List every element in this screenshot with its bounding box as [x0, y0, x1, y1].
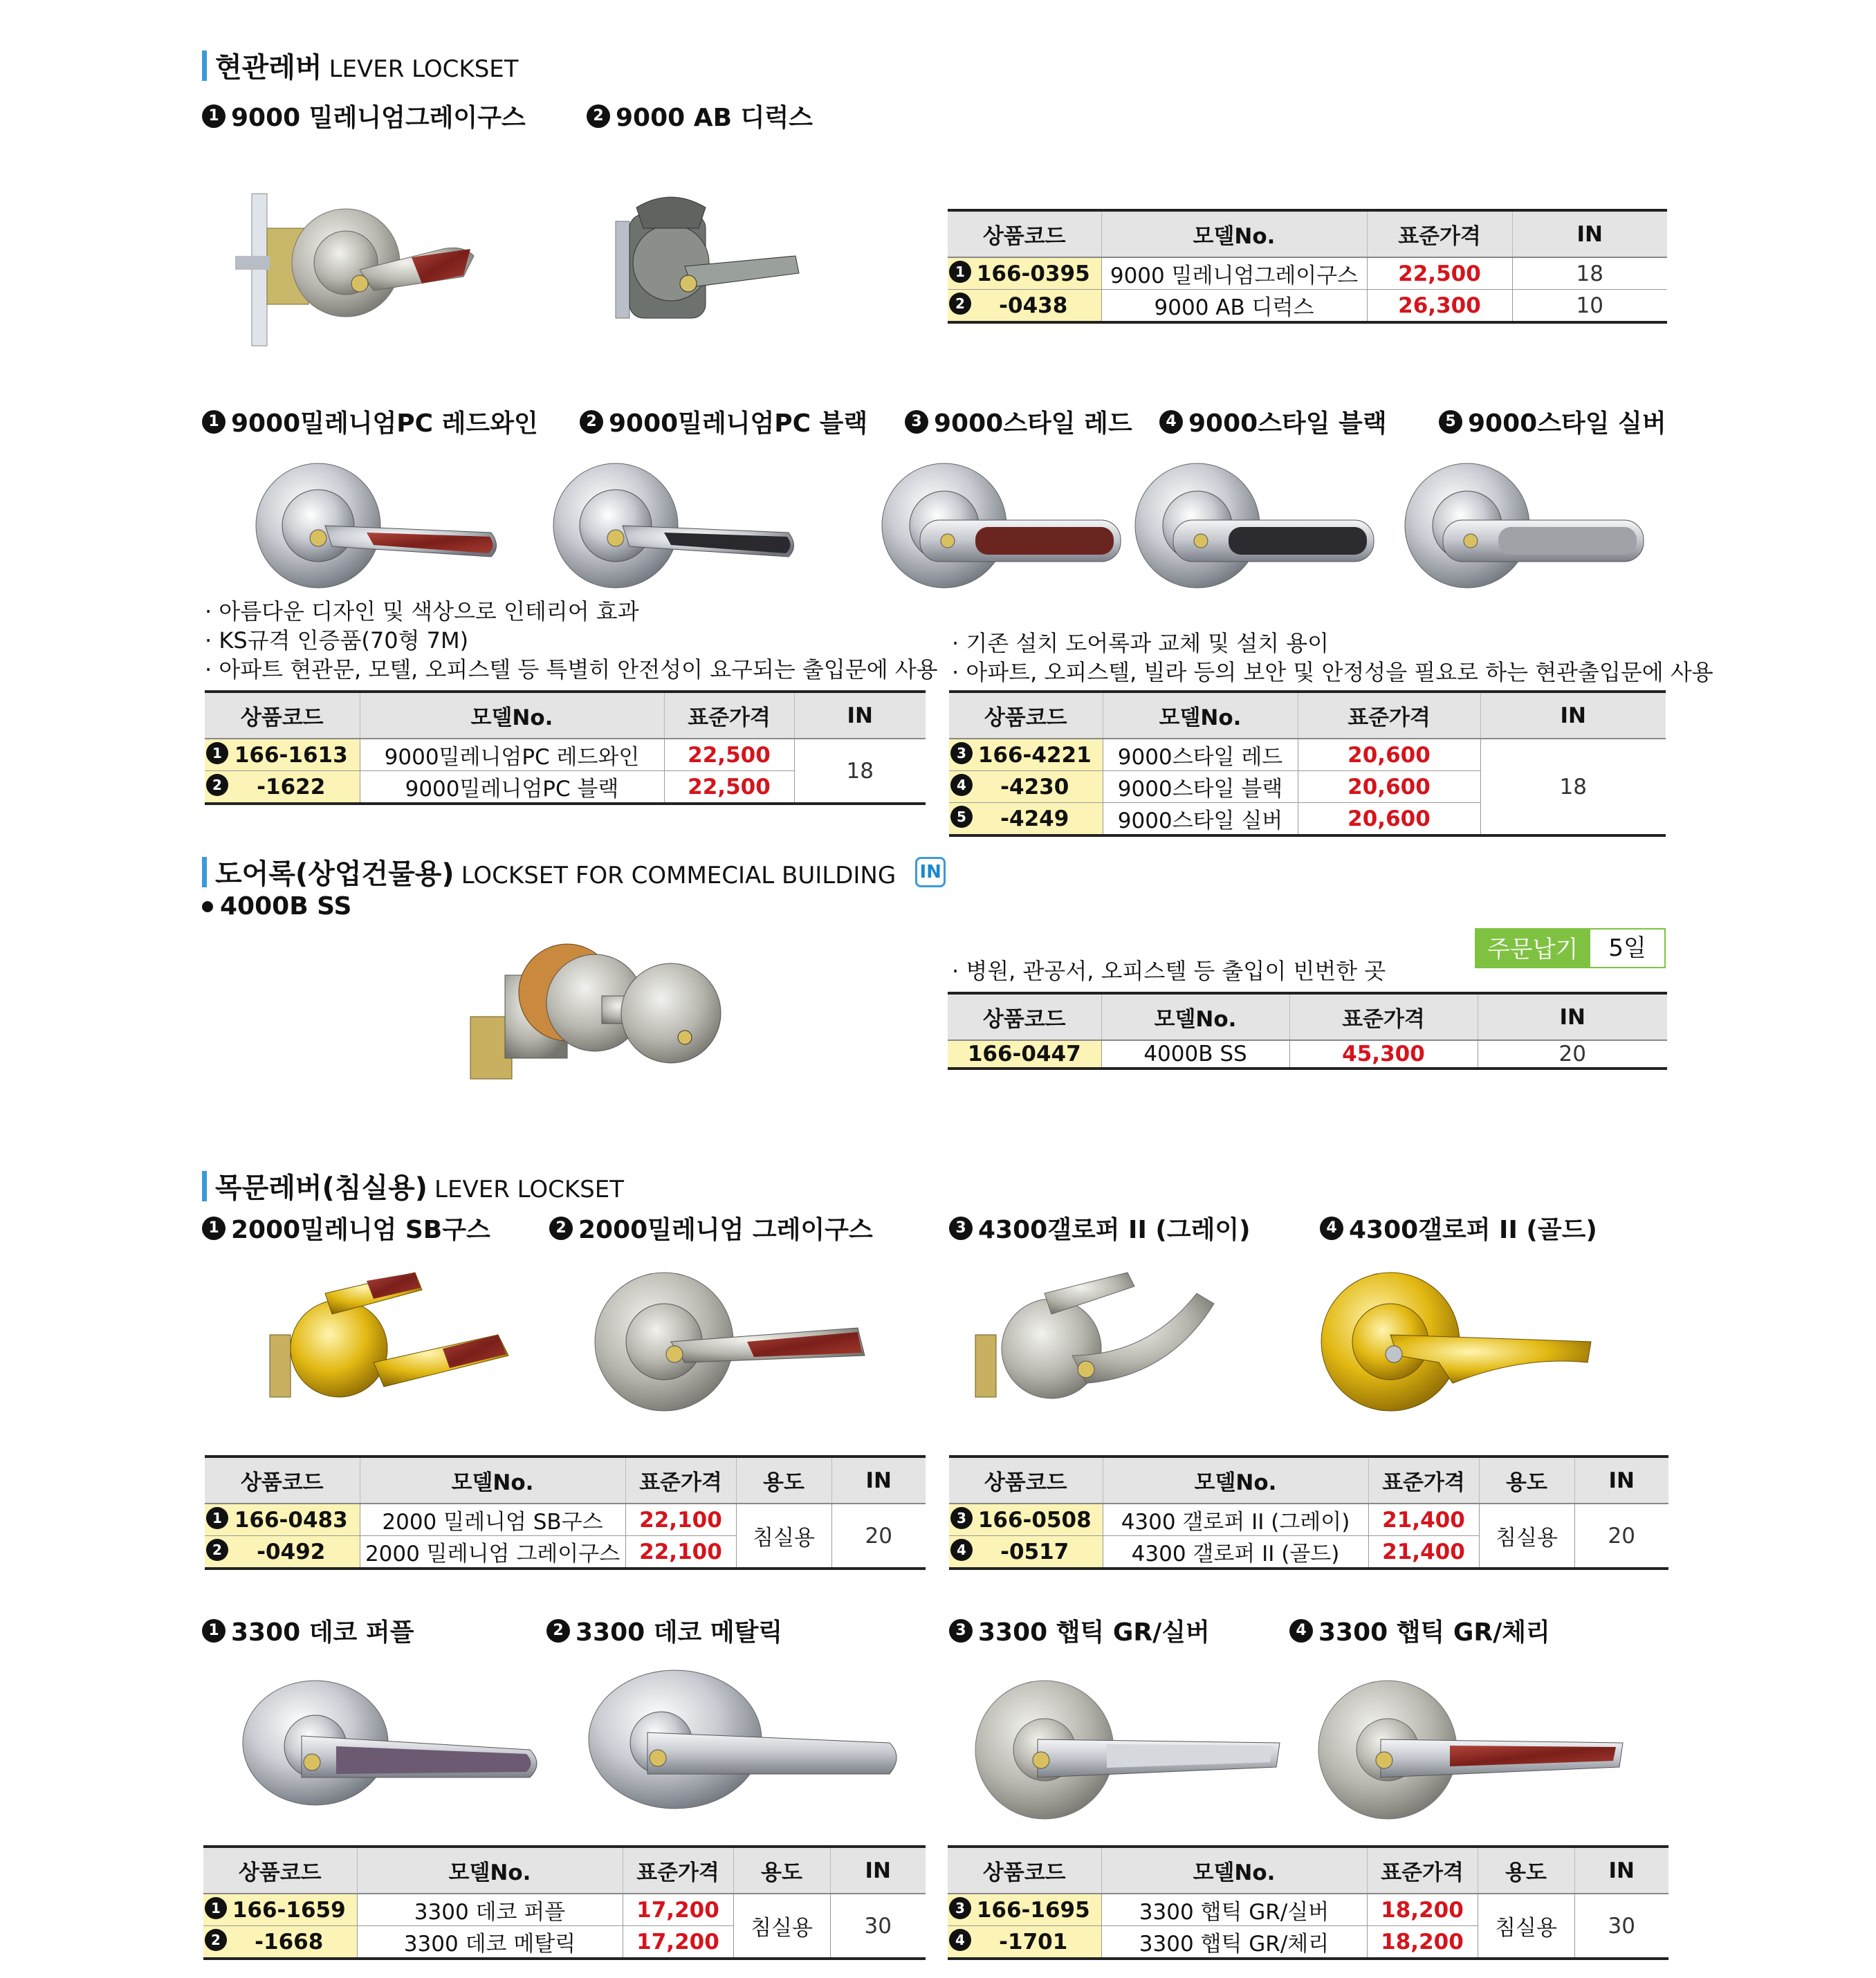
section-title-ko: 목문레버(침실용)	[215, 1172, 428, 1204]
product-image-2000-grey-goose	[588, 1266, 872, 1418]
price-cell: 20,600	[1298, 739, 1480, 771]
col-header-in: IN	[1478, 993, 1667, 1040]
price-cell: 17,200	[623, 1926, 733, 1959]
product-title	[949, 1613, 1210, 1648]
product-title	[1289, 1613, 1550, 1648]
number-badge: 4	[1159, 410, 1183, 434]
section-title-en: LOCKSET FOR COMMECIAL BUILDING	[461, 862, 896, 889]
order-lead-time-value: 5일	[1590, 928, 1665, 968]
price-table-2000-4300-right	[949, 1455, 1668, 1570]
product-code-cell	[205, 739, 360, 771]
price-cell: 21,400	[1368, 1536, 1479, 1569]
feature-bullet: · 병원, 관공서, 오피스텔 등 출입이 빈번한 곳	[952, 958, 1386, 984]
product-image-9000-pc-redwine	[249, 456, 505, 595]
col-header-model: 모델No.	[360, 692, 664, 739]
product-title-text: 4300갤로퍼 II (그레이)	[978, 1216, 1251, 1244]
price-table-9000-style	[949, 690, 1666, 837]
col-header-code: 상품코드	[949, 692, 1103, 739]
number-badge: 2	[205, 1929, 227, 1951]
product-title	[546, 1613, 782, 1648]
section-header-bedroom-lever	[202, 1166, 624, 1205]
section-title-en: LEVER LOCKSET	[329, 55, 519, 83]
price-cell: 26,300	[1367, 290, 1512, 323]
product-image-3300-deco-purple	[239, 1674, 544, 1812]
price-table-lever-lockset	[948, 209, 1667, 324]
product-code: 166-0483	[234, 1507, 348, 1533]
section-title-en: LEVER LOCKSET	[434, 1176, 625, 1203]
model-cell: 3300 햅틱 GR/실버	[1101, 1894, 1367, 1926]
col-header-code: 상품코드	[948, 993, 1101, 1040]
in-cell: 18	[1512, 257, 1667, 290]
product-image-9000-pc-black	[546, 456, 802, 595]
price-table-3300-haptic	[948, 1845, 1668, 1960]
number-badge: 3	[949, 1619, 973, 1643]
product-title-text: 3300 햅틱 GR/실버	[978, 1618, 1210, 1647]
price-cell: 22,100	[625, 1536, 736, 1569]
price-cell: 22,500	[664, 771, 794, 804]
product-title-text: 9000스타일 블랙	[1188, 409, 1387, 438]
in-cell: 18	[794, 739, 926, 804]
number-badge: 2	[546, 1619, 570, 1643]
model-cell: 2000 밀레니엄 그레이구스	[360, 1536, 625, 1569]
feature-bullet: · KS규격 인증품(70형 7M)	[205, 627, 469, 654]
table-row	[948, 290, 1667, 323]
product-code: 166-1695	[976, 1897, 1090, 1923]
col-header-in: IN	[831, 1457, 926, 1504]
product-image-3300-deco-metallic	[585, 1667, 903, 1812]
use-cell: 침실용	[733, 1894, 830, 1959]
product-code-cell	[949, 1504, 1103, 1536]
col-header-in: IN	[1574, 1457, 1668, 1504]
number-badge: 2	[587, 104, 610, 128]
model-cell: 2000 밀레니엄 SB구스	[360, 1504, 625, 1536]
product-code: -0492	[257, 1539, 326, 1564]
product-code: 166-0447	[967, 1042, 1081, 1066]
use-cell: 침실용	[736, 1504, 831, 1569]
product-code: 166-1659	[232, 1897, 346, 1923]
number-badge: 1	[202, 410, 226, 434]
number-badge: 1	[205, 1897, 227, 1919]
price-cell: 20,600	[1298, 803, 1480, 836]
number-badge: 5	[1439, 410, 1462, 434]
product-code: -4249	[1000, 806, 1069, 831]
product-code-cell	[205, 1504, 360, 1536]
order-lead-time-label: 주문납기	[1475, 928, 1590, 968]
col-header-price: 표준가격	[664, 692, 794, 739]
col-header-price: 표준가격	[1367, 210, 1512, 257]
product-title-text: 3300 데코 퍼플	[231, 1618, 414, 1647]
price-cell: 21,400	[1368, 1504, 1479, 1536]
feature-bullet: · 기존 설치 도어록과 교체 및 설치 용이	[952, 630, 1330, 656]
section-title-ko: 도어록(상업건물용)	[215, 858, 454, 890]
product-title	[202, 892, 351, 921]
number-badge: 3	[905, 410, 928, 434]
col-header-model: 모델No.	[1101, 993, 1289, 1040]
product-code: -1668	[255, 1929, 324, 1954]
feature-bullet: · 아파트 현관문, 모텔, 오피스텔 등 특별히 안전성이 요구되는 출입문에 사용	[205, 656, 938, 683]
number-badge: 1	[206, 742, 228, 764]
col-header-use: 용도	[1478, 1847, 1574, 1894]
product-code-cell	[949, 803, 1103, 836]
table-row	[948, 1040, 1667, 1069]
col-header-in: IN	[1574, 1847, 1668, 1894]
number-badge: 4	[950, 1539, 973, 1561]
col-header-model: 모델No.	[1103, 1457, 1368, 1504]
table-row	[949, 1504, 1668, 1536]
product-title-text: 9000밀레니엄PC 블랙	[609, 409, 868, 438]
product-code-cell	[203, 1894, 357, 1926]
product-title	[580, 404, 867, 439]
model-cell: 9000밀레니엄PC 레드와인	[360, 739, 664, 771]
feature-bullet: · 아름다운 디자인 및 색상으로 인테리어 효과	[205, 598, 639, 625]
product-code: -4230	[1000, 774, 1069, 799]
model-cell: 9000 AB 디럭스	[1101, 290, 1367, 323]
number-badge: 1	[202, 1619, 226, 1643]
number-badge: 2	[949, 293, 971, 315]
number-badge: 4	[950, 774, 973, 796]
number-badge: 1	[202, 104, 226, 128]
section-marker	[202, 1171, 207, 1201]
model-cell: 9000밀레니엄PC 블랙	[360, 771, 664, 804]
price-table-4000b	[948, 992, 1667, 1070]
product-code-cell	[948, 257, 1101, 290]
col-header-model: 모델No.	[360, 1457, 625, 1504]
product-code-cell	[205, 1536, 360, 1569]
price-table-2000-4300-left	[205, 1455, 926, 1570]
price-cell: 20,600	[1298, 771, 1480, 803]
model-cell: 9000스타일 레드	[1103, 739, 1298, 771]
col-header-code: 상품코드	[205, 1457, 360, 1504]
table-row	[949, 739, 1666, 771]
model-cell: 4300 갤로퍼 II (그레이)	[1103, 1504, 1368, 1536]
in-cell: 30	[830, 1894, 926, 1959]
price-cell: 22,500	[1367, 257, 1512, 290]
product-image-4300-galloper-grey	[968, 1252, 1245, 1418]
number-badge: 2	[206, 774, 228, 796]
col-header-model: 모델No.	[1103, 692, 1298, 739]
number-badge: 2	[206, 1539, 228, 1561]
product-title	[202, 1210, 490, 1246]
product-title-text: 2000밀레니엄 SB구스	[231, 1216, 490, 1244]
model-cell: 9000 밀레니엄그레이구스	[1101, 257, 1367, 290]
product-title	[202, 1613, 414, 1648]
product-image-9000-style-red	[879, 456, 1128, 595]
product-code-cell	[949, 739, 1103, 771]
table-row	[203, 1894, 926, 1926]
product-code-cell	[948, 1926, 1101, 1959]
table-row	[205, 739, 926, 771]
product-code-cell	[948, 1894, 1101, 1926]
col-header-in: IN	[794, 692, 926, 739]
in-cell: 20	[1574, 1504, 1668, 1569]
col-header-price: 표준가격	[1298, 692, 1480, 739]
table-row	[205, 1504, 926, 1536]
product-image-3300-haptic-silver	[968, 1674, 1287, 1819]
col-header-in: IN	[830, 1847, 926, 1894]
product-code: -0438	[999, 293, 1068, 318]
col-header-use: 용도	[733, 1847, 830, 1894]
product-code: -0517	[1000, 1539, 1069, 1564]
product-title-text: 9000 밀레니엄그레이구스	[231, 104, 526, 132]
product-code: 166-1613	[234, 742, 348, 768]
table-row	[948, 257, 1667, 290]
model-cell: 4000B SS	[1101, 1040, 1289, 1069]
product-title	[1439, 404, 1666, 439]
model-cell: 9000스타일 블랙	[1103, 771, 1298, 803]
product-code: 166-4221	[977, 742, 1092, 768]
in-cell: 18	[1480, 739, 1666, 835]
col-header-price: 표준가격	[1367, 1847, 1478, 1894]
product-title-text: 9000밀레니엄PC 레드와인	[231, 409, 538, 438]
col-header-code: 상품코드	[948, 1847, 1101, 1894]
product-title	[202, 404, 538, 439]
price-cell: 18,200	[1367, 1894, 1478, 1926]
number-badge: 3	[950, 742, 973, 764]
model-cell: 3300 햅틱 GR/체리	[1101, 1926, 1367, 1959]
product-image-4300-galloper-gold	[1314, 1266, 1605, 1418]
col-header-price: 표준가격	[1289, 993, 1478, 1040]
product-image-3300-haptic-cherry	[1312, 1674, 1630, 1819]
product-code-cell	[205, 771, 360, 804]
product-code: -1622	[257, 774, 326, 799]
product-title	[949, 1210, 1251, 1246]
number-badge: 2	[580, 410, 603, 434]
order-lead-time-badge	[1475, 928, 1666, 968]
number-badge: 4	[1289, 1619, 1313, 1643]
product-image-2000-sb-goose	[263, 1252, 526, 1418]
col-header-use: 용도	[1479, 1457, 1574, 1504]
number-badge: 4	[949, 1929, 971, 1951]
number-badge: 1	[206, 1507, 228, 1529]
product-title	[549, 1210, 873, 1246]
col-header-in: IN	[1480, 692, 1666, 739]
product-image-9000-style-black	[1132, 456, 1381, 595]
in-cell: 30	[1574, 1894, 1668, 1959]
product-title-text: 9000스타일 실버	[1468, 409, 1666, 438]
number-badge: 3	[949, 1897, 971, 1919]
product-code-cell	[203, 1926, 357, 1959]
number-badge: 4	[1320, 1217, 1343, 1240]
product-title-text: 2000밀레니엄 그레이구스	[578, 1216, 873, 1244]
use-cell: 침실용	[1479, 1504, 1574, 1569]
product-code-cell	[949, 1536, 1103, 1569]
product-title	[587, 98, 813, 133]
in-badge-icon: IN	[915, 857, 946, 887]
number-badge: 3	[949, 1217, 973, 1240]
product-title	[1320, 1210, 1597, 1246]
product-code: -1701	[999, 1929, 1068, 1954]
product-title-text: 9000스타일 레드	[934, 409, 1132, 438]
section-marker	[202, 857, 207, 887]
price-cell: 22,100	[625, 1504, 736, 1536]
price-table-9000-pc	[205, 690, 926, 805]
product-code-cell	[949, 771, 1103, 803]
product-image-9000-millennium-greygoose	[235, 187, 512, 353]
price-table-3300-deco	[203, 1845, 926, 1960]
price-cell: 45,300	[1289, 1040, 1478, 1069]
product-image-4000b-ss	[463, 927, 726, 1100]
product-title-text: 3300 데코 메탈릭	[576, 1618, 783, 1647]
number-badge: 2	[549, 1217, 573, 1240]
product-title-text: 9000 AB 디럭스	[616, 104, 813, 132]
product-title	[905, 404, 1132, 439]
section-marker	[202, 50, 207, 81]
number-badge: 3	[950, 1507, 973, 1529]
section-title-ko: 현관레버	[215, 52, 322, 84]
col-header-model: 모델No.	[1101, 210, 1367, 257]
price-cell: 18,200	[1367, 1926, 1478, 1959]
feature-bullet: · 아파트, 오피스텔, 빌라 등의 보안 및 안정성을 필요로 하는 현관출입문에 사용	[952, 659, 1713, 685]
product-title	[1159, 404, 1387, 439]
use-cell: 침실용	[1478, 1894, 1574, 1959]
number-badge: 1	[949, 261, 971, 283]
product-code-cell	[948, 290, 1101, 323]
col-header-price: 표준가격	[625, 1457, 736, 1504]
col-header-use: 용도	[736, 1457, 831, 1504]
col-header-price: 표준가격	[623, 1847, 733, 1894]
price-cell: 22,500	[664, 739, 794, 771]
number-badge: 1	[202, 1217, 226, 1240]
col-header-in: IN	[1512, 210, 1667, 257]
model-cell: 3300 데코 메탈릭	[357, 1926, 623, 1959]
product-title-text: 3300 햅틱 GR/체리	[1318, 1618, 1550, 1647]
product-title	[202, 98, 526, 133]
col-header-code: 상품코드	[205, 692, 360, 739]
product-image-9000-ab-deluxe	[595, 187, 809, 339]
col-header-code: 상품코드	[203, 1847, 357, 1894]
model-cell: 4300 갤로퍼 II (골드)	[1103, 1536, 1368, 1569]
col-header-code: 상품코드	[948, 210, 1101, 257]
product-title-text: 4000B SS	[220, 892, 352, 921]
in-cell: 20	[1478, 1040, 1667, 1069]
section-header-lever-lockset	[202, 46, 519, 85]
col-header-model: 모델No.	[1101, 1847, 1367, 1894]
col-header-price: 표준가격	[1368, 1457, 1479, 1504]
table-row	[948, 1894, 1668, 1926]
col-header-code: 상품코드	[949, 1457, 1103, 1504]
model-cell: 9000스타일 실버	[1103, 803, 1298, 836]
section-header-commercial-lockset	[202, 852, 946, 891]
product-code-cell	[948, 1040, 1101, 1069]
product-code: 166-0508	[977, 1507, 1092, 1533]
number-badge: 5	[950, 806, 973, 828]
price-cell: 17,200	[623, 1894, 733, 1926]
col-header-model: 모델No.	[357, 1847, 623, 1894]
product-title-text: 4300갤로퍼 II (골드)	[1349, 1216, 1597, 1244]
bullet-dot-icon	[202, 901, 213, 912]
product-code: 166-0395	[976, 261, 1090, 286]
in-cell: 20	[831, 1504, 926, 1569]
model-cell: 3300 데코 퍼플	[357, 1894, 623, 1926]
in-cell: 10	[1512, 290, 1667, 323]
product-image-9000-style-silver	[1401, 456, 1650, 595]
